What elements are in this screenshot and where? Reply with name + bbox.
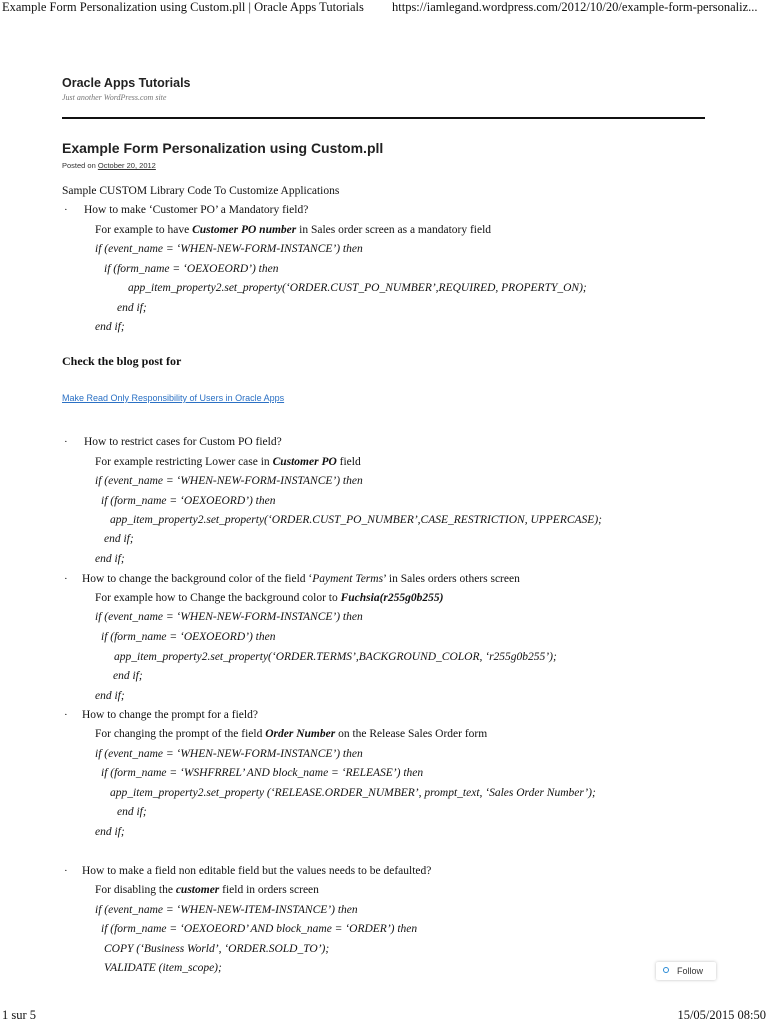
code-line: if (form_name = ‘OEXOEORD’) then bbox=[104, 263, 279, 275]
code-line: app_item_property2.set_property(‘ORDER.CUST_PO_NUMBER’,CASE_RESTRICTION, UPPERCASE); bbox=[110, 514, 602, 526]
follow-label: Follow bbox=[677, 966, 704, 976]
post-intro: Sample CUSTOM Library Code To Customize Applications bbox=[62, 185, 340, 197]
posted-on-label: Posted on bbox=[62, 161, 96, 170]
section3-question-post: ’ in Sales orders others screen bbox=[383, 573, 520, 585]
blog-post-link[interactable]: Make Read Only Responsibility of Users in Oracle Apps bbox=[62, 393, 285, 403]
bullet-icon: · bbox=[64, 436, 68, 448]
section5-example-bold: customer bbox=[175, 884, 220, 896]
section1-example-post: in Sales order screen as a mandatory field bbox=[296, 224, 492, 236]
section3-example-pre: For example how to Change the background color to bbox=[95, 592, 341, 604]
code-line: end if; bbox=[117, 806, 147, 818]
section2-example-post: field bbox=[336, 456, 361, 468]
post-meta bbox=[62, 161, 156, 170]
print-timestamp: 15/05/2015 08:50 bbox=[677, 1008, 766, 1022]
print-header bbox=[0, 0, 768, 16]
code-line: if (event_name = ‘WHEN-NEW-ITEM-INSTANCE’) then bbox=[95, 904, 358, 916]
section4-example bbox=[95, 727, 487, 741]
code-line: VALIDATE (item_scope); bbox=[104, 962, 222, 974]
section4-question: How to change the prompt for a field? bbox=[82, 709, 258, 721]
section1-example-pre: For example to have bbox=[95, 224, 193, 236]
section3-question-italic: Payment Terms bbox=[312, 573, 384, 585]
page-number: 1 sur 5 bbox=[2, 1008, 37, 1022]
follow-icon bbox=[663, 967, 669, 973]
code-line: end if; bbox=[95, 826, 125, 838]
site-description: Just another WordPress.com site bbox=[62, 93, 167, 102]
code-line: if (form_name = ‘OEXOEORD’) then bbox=[101, 631, 276, 643]
section5-example-pre: For disabling the bbox=[95, 884, 176, 896]
code-line: end if; bbox=[95, 553, 125, 565]
code-line: end if; bbox=[117, 302, 147, 314]
code-line: if (form_name = ‘OEXOEORD’) then bbox=[101, 495, 276, 507]
section3-example bbox=[95, 591, 443, 605]
code-line: end if; bbox=[104, 533, 134, 545]
check-blog-heading: Check the blog post for bbox=[62, 354, 182, 368]
section3-question bbox=[82, 572, 520, 586]
print-header-title: Example Form Personalization using Custom.pll | Oracle Apps Tutorials bbox=[2, 0, 364, 14]
section2-example-bold: Customer PO bbox=[272, 456, 337, 468]
section3-example-bold: Fuchsia(r255g0b255) bbox=[340, 592, 444, 604]
print-header-url: https://iamlegand.wordpress.com/2012/10/20/example-form-personaliz... bbox=[392, 0, 758, 14]
section5-example-post: field in orders screen bbox=[219, 884, 319, 896]
section2-example bbox=[95, 455, 361, 469]
bullet-icon: · bbox=[64, 204, 68, 216]
code-line: app_item_property2.set_property(‘ORDER.CUST_PO_NUMBER’,REQUIRED, PROPERTY_ON); bbox=[128, 282, 587, 294]
code-line: if (event_name = ‘WHEN-NEW-FORM-INSTANCE’) then bbox=[95, 243, 363, 255]
print-footer bbox=[0, 1008, 768, 1024]
site-title[interactable]: Oracle Apps Tutorials bbox=[62, 76, 191, 90]
section1-question: How to make ‘Customer PO’ a Mandatory field? bbox=[84, 204, 309, 216]
code-line: COPY (‘Business World’, ‘ORDER.SOLD_TO’); bbox=[104, 943, 330, 955]
code-line: end if; bbox=[113, 670, 143, 682]
section2-example-pre: For example restricting Lower case in bbox=[95, 456, 273, 468]
bullet-icon: · bbox=[64, 573, 68, 585]
code-line: app_item_property2.set_property(‘ORDER.TERMS’,BACKGROUND_COLOR, ‘r255g0b255’); bbox=[114, 651, 557, 663]
post-date-link[interactable]: October 20, 2012 bbox=[97, 161, 156, 170]
code-line: if (event_name = ‘WHEN-NEW-FORM-INSTANCE’) then bbox=[95, 475, 363, 487]
code-line: end if; bbox=[95, 690, 125, 702]
code-line: if (event_name = ‘WHEN-NEW-FORM-INSTANCE’) then bbox=[95, 611, 363, 623]
site-header bbox=[62, 76, 704, 102]
section2-question: How to restrict cases for Custom PO field? bbox=[84, 436, 282, 448]
section5-question: How to make a field non editable field but the values needs to be defaulted? bbox=[82, 865, 432, 877]
section5-example bbox=[95, 883, 319, 897]
code-line: if (event_name = ‘WHEN-NEW-FORM-INSTANCE’) then bbox=[95, 748, 363, 760]
section3-question-pre: How to change the background color of the field ‘ bbox=[82, 573, 313, 585]
bullet-icon: · bbox=[64, 709, 68, 721]
code-line: end if; bbox=[95, 321, 125, 333]
header-divider bbox=[62, 117, 705, 119]
post-title[interactable]: Example Form Personalization using Custom.pll bbox=[62, 140, 384, 156]
follow-button[interactable] bbox=[656, 962, 716, 980]
code-line: app_item_property2.set_property (‘RELEASE.ORDER_NUMBER’, prompt_text, ‘Sales Order Number’); bbox=[110, 787, 596, 799]
section1-example bbox=[95, 223, 491, 237]
section4-example-pre: For changing the prompt of the field bbox=[95, 728, 266, 740]
section4-example-bold: Order Number bbox=[265, 728, 336, 740]
section1-example-bold: Customer PO number bbox=[192, 224, 297, 236]
section4-example-post: on the Release Sales Order form bbox=[335, 728, 488, 740]
bullet-icon: · bbox=[64, 865, 68, 877]
code-line: if (form_name = ‘WSHFRREL’ AND block_name = ‘RELEASE’) then bbox=[101, 767, 424, 779]
code-line: if (form_name = ‘OEXOEORD’ AND block_name = ‘ORDER’) then bbox=[101, 923, 418, 935]
